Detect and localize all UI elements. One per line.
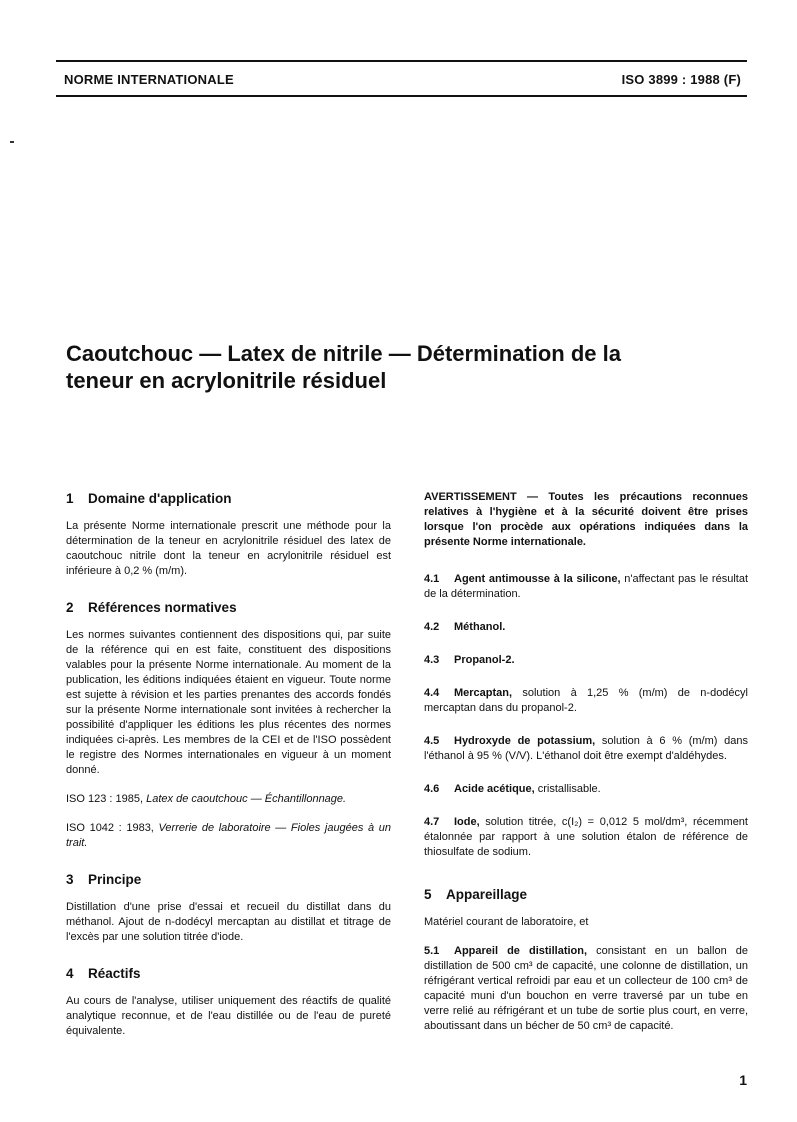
item-text: solution titrée, c(I₂) = 0,012 5 mol/dm³, récemment étalonnée par rapport à une solution étalon de référence de thiosulfate de sodium. xyxy=(424,816,748,858)
left-column xyxy=(66,490,391,1059)
section-heading xyxy=(66,965,391,982)
item-title: Agent antimousse à la silicone, xyxy=(454,573,621,585)
item-number: 4.4 xyxy=(424,687,440,699)
section-title: Appareillage xyxy=(446,887,528,902)
item-text: consistant en un ballon de distillation de 500 cm³ de capacité, une colonne de distillation, un réfrigérant vertical refroidi par eau et un collecteur de 100 cm³ de capacité muni d'un bouchon en verre traversé par un tube en verre relié au réfrigérant et un tube de sortie plus court, en verre, aboutissant dans un bécher de 50 cm³ de capacité. xyxy=(424,945,748,1032)
reagent-item xyxy=(424,782,748,797)
section-4 xyxy=(66,965,391,1039)
section-number: 1 xyxy=(66,491,74,506)
section-2 xyxy=(66,599,391,851)
section-title: Domaine d'application xyxy=(88,491,232,506)
section-heading xyxy=(66,599,391,616)
section-5 xyxy=(424,886,748,1034)
section-title: Réactifs xyxy=(88,966,141,981)
item-number: 4.7 xyxy=(424,816,440,828)
reagent-item xyxy=(424,815,748,860)
document-title xyxy=(66,340,746,394)
item-number: 4.2 xyxy=(424,621,440,633)
section-number: 2 xyxy=(66,600,74,615)
section-number: 5 xyxy=(424,887,432,902)
scan-speck xyxy=(10,141,14,143)
item-title: Méthanol. xyxy=(454,621,506,633)
reagent-item xyxy=(424,620,748,635)
reagent-item xyxy=(424,734,748,764)
item-title: Iode, xyxy=(454,816,480,828)
item-title: Appareil de distillation, xyxy=(454,945,588,957)
apparatus-item xyxy=(424,944,748,1034)
section-number: 4 xyxy=(66,966,74,981)
section-heading xyxy=(424,886,748,903)
item-title: Mercaptan, xyxy=(454,687,513,699)
section-number: 3 xyxy=(66,872,74,887)
title-line-1: Caoutchouc — Latex de nitrile — Détermination de la xyxy=(66,341,621,366)
item-text: solution à 1,25 % (m/m) de n-dodécyl mercaptan dans du propanol-2. xyxy=(424,687,748,714)
reference-code: ISO 1042 : 1983, xyxy=(66,822,154,834)
item-text: solution à 6 % (m/m) dans l'éthanol à 95 % (V/V). L'éthanol doit être exempt d'aldéhydes. xyxy=(424,735,748,762)
title-line-2: teneur en acrylonitrile résiduel xyxy=(66,368,387,393)
header-rule-bottom xyxy=(56,95,747,97)
warning-text: AVERTISSEMENT — Toutes les précautions reconnues relatives à l'hygiène et à la sécurité doivent être prises lorsque l'on procède aux opérations indiquées dans la présente Norme internationale. xyxy=(424,491,748,548)
item-number: 4.1 xyxy=(424,573,440,585)
section-1 xyxy=(66,490,391,579)
item-title: Acide acétique, xyxy=(454,783,535,795)
paragraph: Au cours de l'analyse, utiliser uniquement des réactifs de qualité analytique reconnue, et de l'eau distillée ou de l'eau de pureté équivalente. xyxy=(66,995,391,1037)
header-rule-top xyxy=(56,60,747,62)
item-text: n'affectant pas le résultat de la détermination. xyxy=(424,573,749,600)
reference-title: Latex de caoutchouc — Échantillonnage. xyxy=(146,793,347,805)
paragraph: Distillation d'une prise d'essai et recueil du distillat dans du méthanol. Ajout de n-dodécyl mercaptan au distillat et titrage de l'excès par une solution titrée d'iode. xyxy=(66,901,391,943)
reference-2 xyxy=(66,821,391,851)
paragraph: Matériel courant de laboratoire, et xyxy=(424,916,589,928)
reference-1 xyxy=(66,792,391,807)
paragraph: Les normes suivantes contiennent des dispositions qui, par suite de la référence qui en est faite, constituent des dispositions valables pour la présente Norme internationale. Au moment de la publication, les éditions indiquées étaient en vigueur. Toute norme est sujette à révision et les parties prenantes des accords fondés sur la présente Norme internationale sont invitées à rechercher la possibilité d'appliquer les éditions les plus récentes des normes indiquées ci-après. Les membres de la CEI et de l'ISO possèdent le registre des Normes internationales en vigueur à un moment donné. xyxy=(66,629,391,776)
item-number: 5.1 xyxy=(424,945,440,957)
reference-title: Verrerie de laboratoire — Fioles jaugées à un trait. xyxy=(66,822,392,849)
paragraph: La présente Norme internationale prescrit une méthode pour la détermination de la teneur en acrylonitrile résiduel des latex de caoutchouc nitrile dont la teneur en acrylonitrile résiduel est inférieure à 0,2 % (m/m). xyxy=(66,520,391,577)
reference-code: ISO 123 : 1985, xyxy=(66,793,144,805)
item-title: Hydroxyde de potassium, xyxy=(454,735,596,747)
item-number: 4.3 xyxy=(424,654,440,666)
item-number: 4.5 xyxy=(424,735,440,747)
section-title: Références normatives xyxy=(88,600,237,615)
section-3 xyxy=(66,871,391,945)
reagent-item xyxy=(424,653,748,668)
section-heading xyxy=(66,871,391,888)
header-right: ISO 3899 : 1988 (F) xyxy=(621,72,741,87)
item-title: Propanol-2. xyxy=(454,654,515,666)
section-heading xyxy=(66,490,391,507)
page-number: 1 xyxy=(739,1072,747,1088)
reagent-item xyxy=(424,572,748,602)
header-left: NORME INTERNATIONALE xyxy=(64,72,234,87)
reagent-item xyxy=(424,686,748,716)
section-title: Principe xyxy=(88,872,142,887)
right-column xyxy=(424,490,748,1054)
item-number: 4.6 xyxy=(424,783,440,795)
item-text: cristallisable. xyxy=(534,783,601,795)
